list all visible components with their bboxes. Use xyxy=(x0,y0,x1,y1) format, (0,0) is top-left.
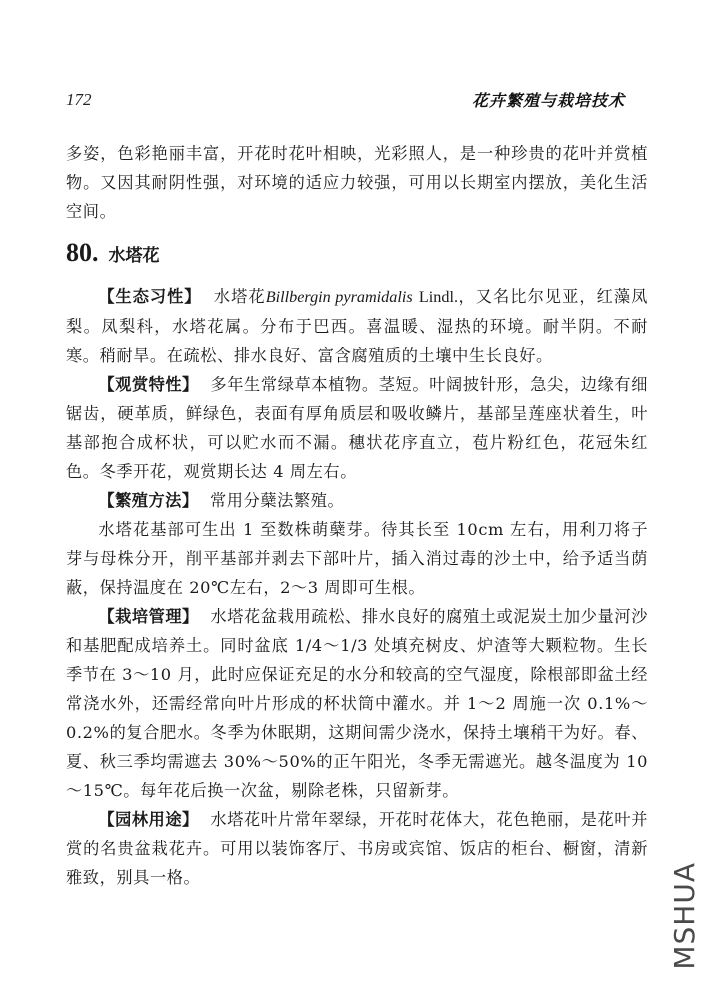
propagation-paragraph xyxy=(66,486,648,515)
landscape-text: 水塔花叶片常年翠绿，开花时花体大，花色艳丽，是花叶并赏的名贵盆栽花卉。可用以装饰客厅、书房或宾馆、饭店的柜台、橱窗，清新雅致，别具一格。 xyxy=(66,810,648,887)
section-heading xyxy=(66,238,160,268)
propagation-text: 常用分蘖法繁殖。 xyxy=(210,491,345,510)
ecology-text: ，又名比尔见亚，红藻凤梨。凤梨科，水塔花属。分布于巴西。喜温暖、湿热的环境。耐半阴。不耐寒。稍耐旱。在疏松、排水良好、富含腐殖质的土壤中生长良好。 xyxy=(66,287,648,365)
page-number: 172 xyxy=(66,90,92,109)
propagation-label: 【繁殖方法】 xyxy=(98,491,199,510)
ornamental-label: 【观赏特性】 xyxy=(98,375,199,394)
intro-paragraph: 多姿，色彩艳丽丰富，开花时花叶相映，光彩照人，是一种珍贵的花叶并赏植物。又因其耐阴性强，对环境的适应力较强，可用以长期室内摆放，美化生活空间。 xyxy=(66,144,648,221)
section-title: 水塔花 xyxy=(108,246,160,266)
ecology-lead: 水塔花 xyxy=(213,287,266,306)
ornamental-text: 多年生常绿草本植物。茎短。叶阔披针形，急尖，边缘有细锯齿，硬革质，鲜绿色，表面有厚角质层和吸收鳞片，基部呈莲座状着生，叶基部抱合成杯状，可以贮水而不漏。穗状花序直立，苞片粉红色，花冠朱红色。冬季开花，观赏期长达 4 周左右。 xyxy=(66,375,648,481)
watermark-text: MSHUA xyxy=(668,862,701,970)
propagation-detail-paragraph: 水塔花基部可生出 1 至数株萌蘖芽。待其长至 10cm 左右，用利刀将子芽与母株分开，削平基部并剥去下部叶片，插入消过毒的沙土中，给予适当荫蔽，保持温度在 20℃左右，2～3 周即可生根。 xyxy=(66,520,648,597)
ornamental-paragraph xyxy=(66,370,648,486)
section-body xyxy=(66,282,648,892)
ecology-label: 【生态习性】 xyxy=(98,287,202,306)
latin-author: Lindl. xyxy=(418,288,458,306)
cultivation-paragraph xyxy=(66,602,648,805)
ecology-paragraph xyxy=(66,282,648,370)
cultivation-label: 【栽培管理】 xyxy=(98,607,199,626)
section-number: 80. xyxy=(66,238,99,267)
landscape-paragraph xyxy=(66,805,648,892)
running-head: 花卉繁殖与栽培技术 xyxy=(471,91,625,110)
cultivation-text: 水塔花盆栽用疏松、排水良好的腐殖土或泥炭土加少量河沙和基肥配成培养土。同时盆底 1/4～1/3 处填充树皮、炉渣等大颗粒物。生长季节在 3～10 月，此时应保证充足的水分和较高的空气湿度，除根部即盆土经常浇水外，还需经常向叶片形成的杯状筒中灌水。并 1～2 周施一次 0.1%～0.2%的复合肥水。冬季为休眠期，这期间需少浇水，保持土壤稍干为好。春、夏、秋三季均需遮去 30%～50%的正午阳光，冬季无需遮光。越冬温度为 10～15℃。每年花后换一次盆，剔除老株，只留新芽。 xyxy=(66,607,648,800)
landscape-label: 【园林用途】 xyxy=(98,810,199,829)
watermark xyxy=(668,862,704,992)
intro-block xyxy=(66,139,648,226)
latin-name: Billbergin pyramidalis xyxy=(265,288,413,306)
